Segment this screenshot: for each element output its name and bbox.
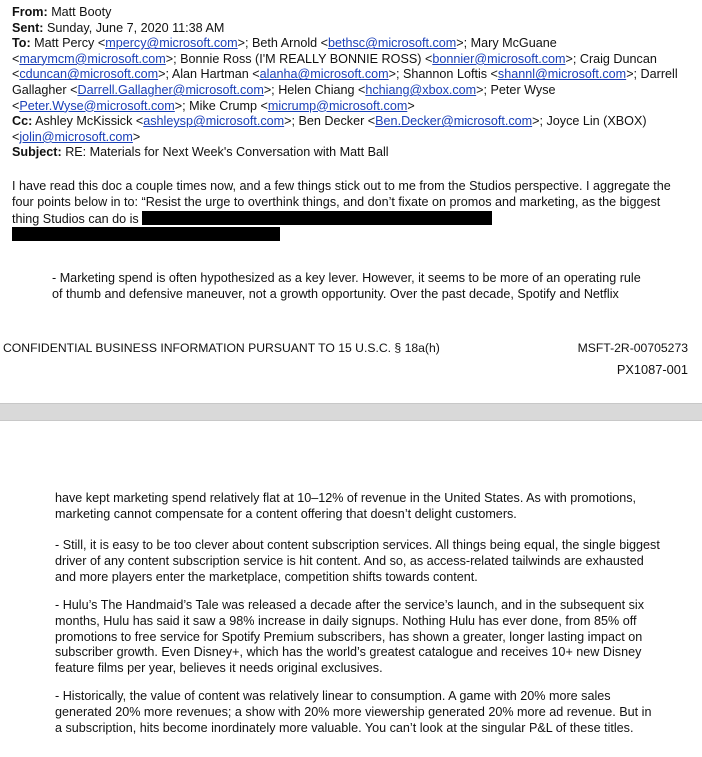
recipient-email-link[interactable]: marymcm@microsoft.com [19, 51, 166, 66]
from-line [12, 5, 692, 21]
intro-text: I have read this doc a couple times now, and a few things stick out to me from the Studios perspective. I aggregate the four points below in to: “Resist the urge to overthink things, and don’t fixate on promos and marketing, as the biggest thing Studios can do is [12, 179, 671, 226]
to-recipients: Matt Percy <mpercy@microsoft.com>; Beth Arnold <bethsc@microsoft.com>; Mary McGuane <marymcm@microsoft.com>; Bonnie Ross (I'M REALLY BONNIE ROSS) <bonnier@microsoft.com>; Craig Duncan <cduncan@microsoft.com>; Alan Hartman <alanha@microsoft.com>; Shannon Loftis <shannl@microsoft.com>; Darrell Gallagher <Darrell.Gallagher@microsoft.com>; Helen Chiang <hchiang@xbox.com>; Peter Wyse <Peter.Wyse@microsoft.com>; Mike Crump <micrump@microsoft.com> [12, 36, 678, 113]
recipient-name: Mike Crump [189, 98, 258, 113]
recipient-name: Alan Hartman [171, 67, 249, 82]
intro-paragraph [12, 179, 672, 244]
recipient-email-link[interactable]: ashleysp@microsoft.com [143, 114, 285, 129]
cc-line [12, 114, 692, 145]
recipient-name: Helen Chiang [278, 82, 355, 97]
redaction-block [12, 227, 280, 241]
recipient-email-link[interactable]: hchiang@xbox.com [365, 82, 477, 97]
exhibit-number: PX1087-001 [616, 362, 688, 377]
recipient-email-link[interactable]: bonnier@microsoft.com [432, 51, 566, 66]
bullet-marketing-part1: - Marketing spend is often hypothesized as a key lever. However, it seems to be more of an operating rule of thumb and defensive maneuver, not a growth opportunity. Over the past decade, Spotify and Netflix [52, 271, 641, 301]
recipient-name: Bonnie Ross (I'M REALLY BONNIE ROSS) [180, 51, 422, 66]
subject-label: Subject: [12, 145, 62, 160]
recipient-name: Ashley McKissick [35, 114, 133, 129]
from-label: From: [12, 5, 48, 19]
recipient-email-link[interactable]: Darrell.Gallagher@microsoft.com [77, 82, 264, 97]
recipient-name: Mary McGuane [470, 36, 557, 51]
recipient-name: Shannon Loftis [403, 67, 488, 82]
email-header [12, 5, 692, 161]
bullet-content-driver: - Still, it is easy to be too clever about content subscription services. All things being equal, the single biggest driver of any content subscription service is hit content. And so, as access-related tailwinds are exhausted and more players enter the marketplace, competition shifts towards content. [55, 538, 660, 584]
bullet-historical-value: - Historically, the value of content was relatively linear to consumption. A game with 20% more sales generated 20% more revenues; a show with 20% more viewership generated 20% more ad revenue. But in a subscription, hits become inordinately more valuable. You can’t look at the singular P&L of these titles. [55, 689, 652, 735]
recipient-email-link[interactable]: jolin@microsoft.com [19, 129, 133, 144]
sent-value: Sunday, June 7, 2020 11:38 AM [46, 20, 225, 35]
bates-number: MSFT-2R-00705273 [577, 341, 688, 355]
recipient-email-link[interactable]: Ben.Decker@microsoft.com [375, 114, 533, 129]
sent-line [12, 21, 692, 37]
redaction-block [142, 211, 492, 225]
recipient-name: Darrell Gallagher [12, 67, 678, 97]
recipient-email-link[interactable]: mpercy@microsoft.com [105, 36, 238, 51]
cc-recipients: Ashley McKissick <ashleysp@microsoft.com>; Ben Decker <Ben.Decker@microsoft.com>; Joyce Lin (XBOX) <jolin@microsoft.com> [12, 114, 647, 144]
bullet-marketing-part2: have kept marketing spend relatively flat at 10–12% of revenue in the United States. As with promotions, marketing cannot compensate for a content offering that doesn’t delight customers. [55, 491, 637, 521]
confidential-notice: CONFIDENTIAL BUSINESS INFORMATION PURSUANT TO 15 U.S.C. § 18a(h) [3, 341, 440, 355]
recipient-email-link[interactable]: Peter.Wyse@microsoft.com [19, 98, 175, 113]
recipient-name: Peter Wyse [490, 82, 556, 97]
subject-line [12, 145, 692, 161]
bullet-hulu: - Hulu’s The Handmaid’s Tale was released a decade after the service’s launch, and in the subsequent six months, Hulu has said it saw a 98% increase in daily signups. Nothing Hulu has ever done, from 85% off promotions to free service for Spotify Premium subscribers, has shown a greater, longer lasting impact on subscriber growth. Even Disney+, which has the world’s greatest catalogue and receives 10+ new Disney feature films per year, believes it needs original exclusives. [55, 598, 644, 676]
recipient-email-link[interactable]: alanha@microsoft.com [259, 67, 389, 82]
recipient-email-link[interactable]: cduncan@microsoft.com [19, 67, 159, 82]
recipient-name: Craig Duncan [579, 51, 657, 66]
recipient-email-link[interactable]: shannl@microsoft.com [497, 67, 627, 82]
to-label: To: [12, 36, 31, 51]
recipient-name: Ben Decker [298, 114, 365, 129]
cc-label: Cc: [12, 114, 33, 129]
page-break [0, 403, 702, 421]
recipient-email-link[interactable]: micrump@microsoft.com [267, 98, 408, 113]
recipient-name: Matt Percy [34, 36, 95, 51]
recipient-name: Joyce Lin (XBOX) [546, 114, 647, 129]
recipient-email-link[interactable]: bethsc@microsoft.com [328, 36, 457, 51]
recipient-name: Beth Arnold [252, 36, 318, 51]
sent-label: Sent: [12, 20, 44, 35]
subject-value: RE: Materials for Next Week's Conversation with Matt Ball [65, 145, 389, 160]
to-line [12, 36, 692, 114]
from-value: Matt Booty [51, 5, 112, 19]
